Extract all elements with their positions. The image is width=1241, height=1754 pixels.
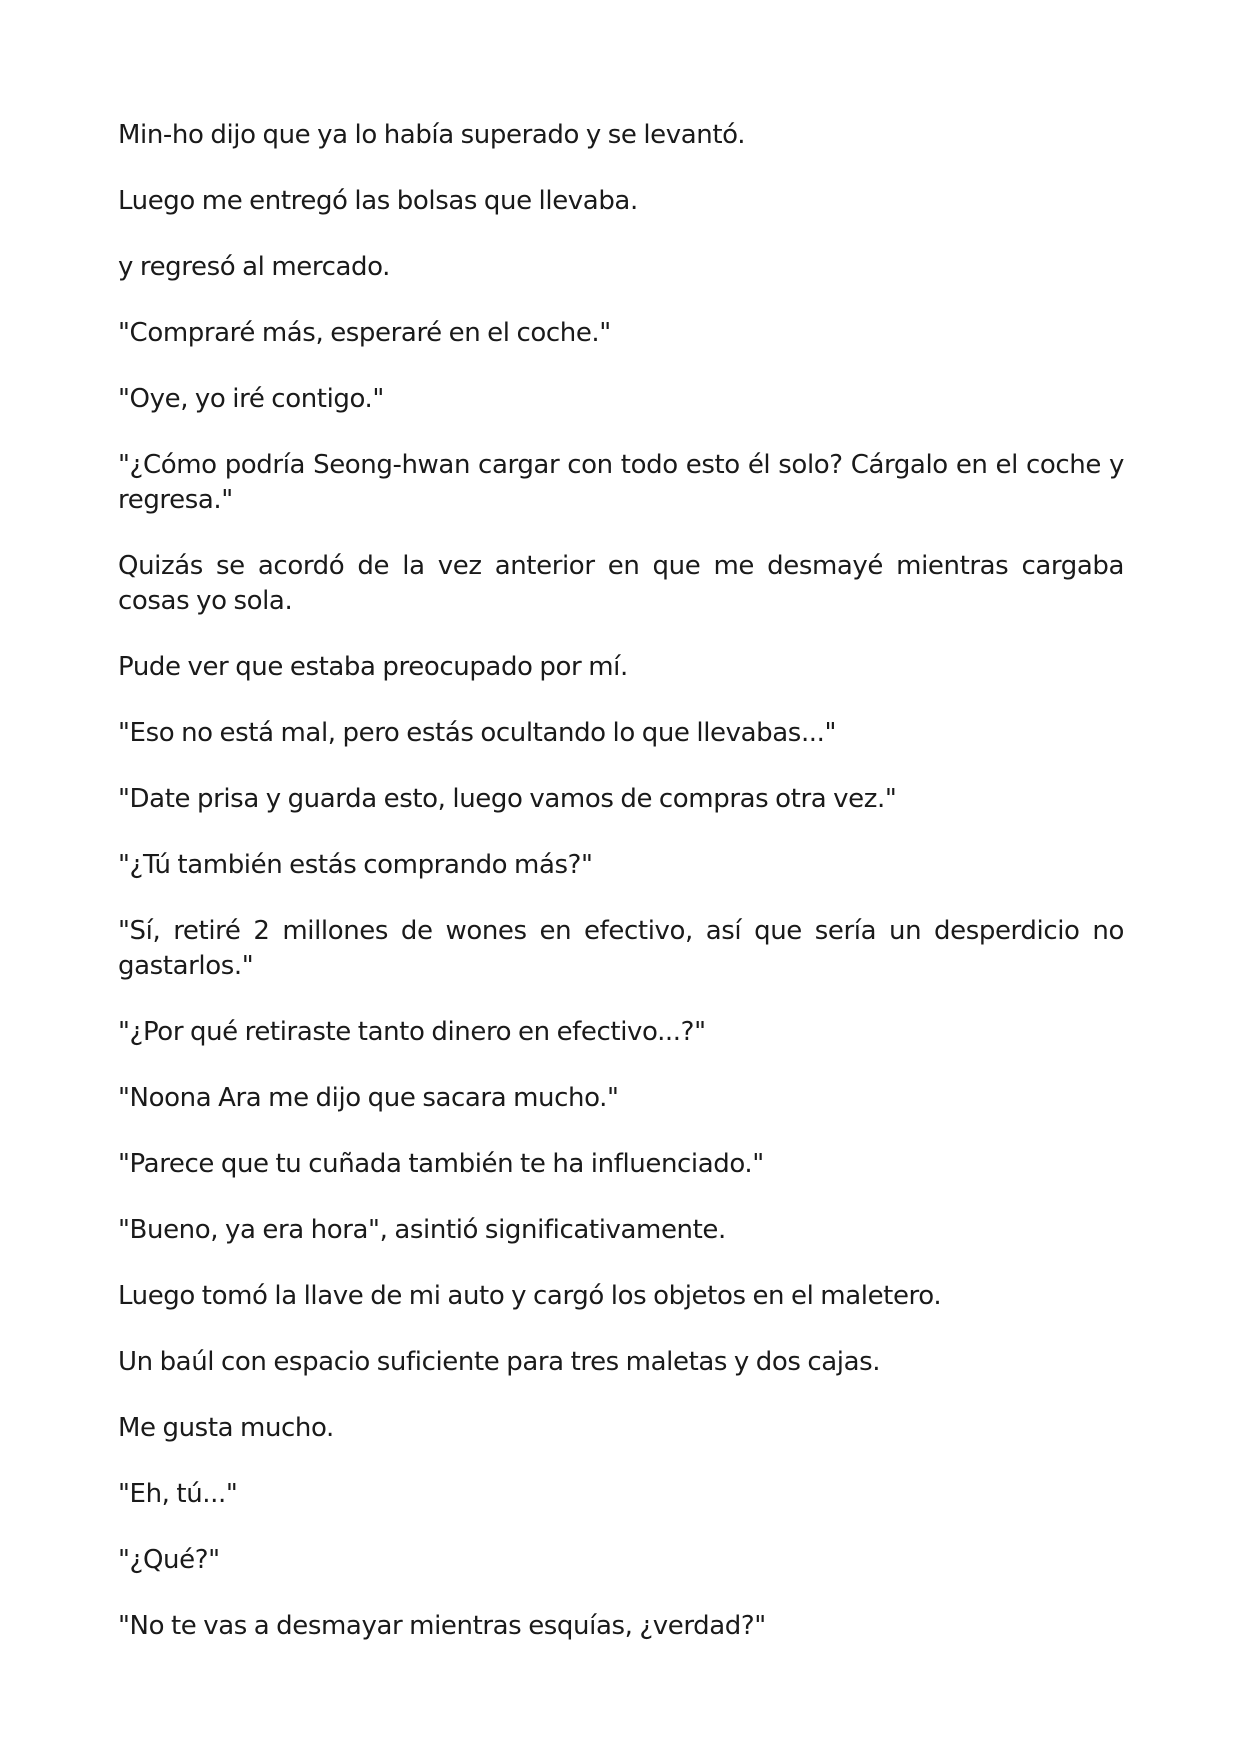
document-body [118,118,1124,1675]
paragraph: Pude ver que estaba preocupado por mí. [118,652,628,682]
paragraph: "Sí, retiré 2 millones de wones en efectivo, así que sería un desperdicio no gastarlos." [118,916,1124,981]
paragraph: Min-ho dijo que ya lo había superado y se levantó. [118,120,746,150]
paragraph: Quizás se acordó de la vez anterior en que me desmayé mientras cargaba cosas yo sola. [118,551,1124,616]
paragraph: Un baúl con espacio suficiente para tres maletas y dos cajas. [118,1347,881,1377]
paragraph: "Eso no está mal, pero estás ocultando lo que llevabas..." [118,718,837,748]
paragraph: "Noona Ara me dijo que sacara mucho." [118,1083,619,1113]
paragraph: "¿Qué?" [118,1545,220,1575]
paragraph: "Date prisa y guarda esto, luego vamos de compras otra vez." [118,784,897,814]
paragraph: y regresó al mercado. [118,252,391,282]
paragraph: "Bueno, ya era hora", asintió significativamente. [118,1215,726,1245]
paragraph: Luego me entregó las bolsas que llevaba. [118,186,638,216]
paragraph: "Parece que tu cuñada también te ha influenciado." [118,1149,764,1179]
paragraph: Luego tomó la llave de mi auto y cargó los objetos en el maletero. [118,1281,942,1311]
paragraph: Me gusta mucho. [118,1413,334,1443]
paragraph: "¿Tú también estás comprando más?" [118,850,593,880]
paragraph: "No te vas a desmayar mientras esquías, ¿verdad?" [118,1611,766,1641]
paragraph: "¿Cómo podría Seong-hwan cargar con todo esto él solo? Cárgalo en el coche y regresa." [118,450,1124,515]
paragraph: "¿Por qué retiraste tanto dinero en efectivo...?" [118,1017,706,1047]
paragraph: "Compraré más, esperaré en el coche." [118,318,611,348]
paragraph: "Eh, tú..." [118,1479,238,1509]
paragraph: "Oye, yo iré contigo." [118,384,384,414]
